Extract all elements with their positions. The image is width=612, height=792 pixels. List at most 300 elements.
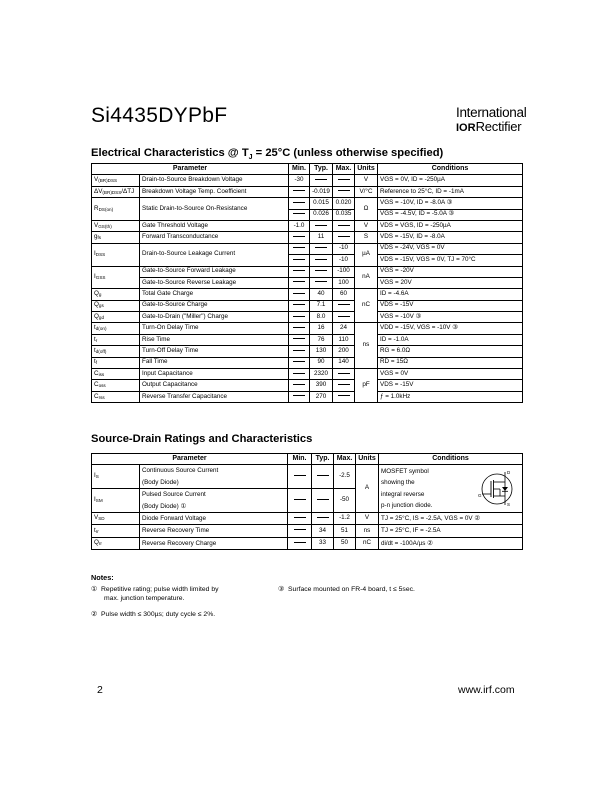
symbol-sub: GSS <box>95 274 106 280</box>
dash-mark <box>338 225 350 226</box>
max-cell: 110 <box>333 334 355 345</box>
max-cell <box>333 175 355 186</box>
dash-mark <box>315 270 327 271</box>
dash-mark <box>317 517 329 518</box>
symbol-cell <box>92 357 140 368</box>
min-cell <box>288 489 312 513</box>
table-row <box>92 198 523 209</box>
parameter-cell: Gate-to-Source Reverse Leakage <box>140 277 289 288</box>
max-cell: 0.035 <box>333 209 355 220</box>
symbol-main: I <box>94 472 96 480</box>
max-cell <box>333 220 355 231</box>
symbol-sub: gd <box>98 314 105 320</box>
parameter-cell <box>140 513 288 525</box>
table-row <box>92 289 523 300</box>
min-cell <box>289 391 310 402</box>
min-cell <box>289 186 310 197</box>
table-row <box>92 357 523 368</box>
mosfet-label-d: D <box>507 470 511 475</box>
parameter-cell: Drain-to-Source Breakdown Voltage <box>140 175 289 186</box>
parameter-cell: Turn-On Delay Time <box>140 323 289 334</box>
notes-title: Notes: <box>91 573 114 582</box>
dash-mark <box>293 202 305 203</box>
col-min: Min. <box>289 164 310 175</box>
conditions-cell: VDS = -15V, ID = -8.0A <box>378 232 523 243</box>
parameter-line: (Body Diode) ① <box>142 502 187 510</box>
max-cell: -50 <box>334 489 356 513</box>
dash-mark <box>315 281 327 282</box>
typ-cell <box>312 465 334 489</box>
table-row <box>92 513 523 525</box>
conditions-cell <box>379 513 523 525</box>
typ-cell: 0.015 <box>310 198 333 209</box>
conditions-cell: VGS = 20V <box>378 277 523 288</box>
symbol-cell <box>92 489 140 513</box>
max-cell <box>333 312 355 323</box>
symbol-sub: g <box>98 292 102 298</box>
symbol-main: Q <box>94 539 99 547</box>
dash-mark <box>315 247 327 248</box>
conditions-cell: Reference to 25°C, ID = -1mA <box>378 186 523 197</box>
symbol-main: C <box>94 369 99 377</box>
parameter-line: Continuous Source Current <box>142 467 219 475</box>
min-cell <box>289 277 310 288</box>
parameter-cell: Reverse Transfer Capacitance <box>140 391 289 402</box>
min-cell <box>289 198 310 209</box>
max-cell <box>333 380 355 391</box>
conditions-cell: VGS = 0V <box>378 369 523 380</box>
min-cell <box>288 537 312 549</box>
conditions-cell: VDS = -24V, VGS = 0V <box>378 243 523 254</box>
typ-cell: 33 <box>312 537 334 549</box>
symbol-main: Q <box>94 290 99 298</box>
symbol-sub: (BR)DSS <box>98 178 118 184</box>
mosfet-label-s: S <box>507 502 511 507</box>
dash-mark <box>338 316 350 317</box>
symbol-sub: iss <box>98 371 105 377</box>
conditions-line: MOSFET symbol <box>381 467 429 475</box>
symbol-cell <box>92 380 140 391</box>
symbol-main: Q <box>94 301 99 309</box>
symbol-main: Q <box>94 312 99 320</box>
conditions-line: showing the <box>381 479 415 487</box>
parameter-cell: Rise Time <box>140 334 289 345</box>
footer-url[interactable]: www.irf.com <box>458 684 515 696</box>
table-row <box>92 489 523 513</box>
units-cell: µA <box>355 243 378 266</box>
conditions-cell: RD = 15Ω <box>378 357 523 368</box>
symbol-tail: /ΔTJ <box>121 187 135 195</box>
table-header-row <box>92 454 523 465</box>
dash-mark <box>315 225 327 226</box>
symbol-cell <box>92 391 140 402</box>
dash-mark <box>293 293 305 294</box>
parameter-cell: Input Capacitance <box>140 369 289 380</box>
conditions-line: integral reverse <box>381 490 425 498</box>
conditions-line: TJ = 25°C, IF = -2.5A <box>381 527 441 535</box>
dash-mark <box>317 499 329 500</box>
conditions-cell: VDD = -15V, VGS = -10V ③ <box>378 323 523 334</box>
parameter-cell <box>140 537 288 549</box>
col-min: Min. <box>288 454 312 465</box>
typ-cell <box>312 513 334 525</box>
symbol-sub: gs <box>98 303 104 309</box>
parameter-line: Reverse Recovery Time <box>142 527 210 535</box>
table-row <box>92 346 523 357</box>
min-cell <box>289 209 310 220</box>
symbol-sub: SD <box>98 516 105 522</box>
parameter-line: Pulsed Source Current <box>142 491 206 499</box>
min-cell <box>289 255 310 266</box>
symbol-cell <box>92 220 140 231</box>
typ-cell <box>310 255 333 266</box>
min-cell <box>289 357 310 368</box>
typ-cell: 90 <box>310 357 333 368</box>
dash-mark <box>293 270 305 271</box>
max-cell: 200 <box>333 346 355 357</box>
symbol-sub: S <box>95 474 99 480</box>
typ-cell: 270 <box>310 391 333 402</box>
typ-cell: 8.0 <box>310 312 333 323</box>
symbol-main: V <box>94 514 99 522</box>
conditions-cell <box>379 525 523 537</box>
dash-mark <box>317 475 329 476</box>
max-cell: 24 <box>333 323 355 334</box>
col-max: Max. <box>333 164 355 175</box>
conditions-cell: VDS = -15V, VGS = 0V, TJ = 70°C <box>378 255 523 266</box>
symbol-cell <box>92 312 140 323</box>
symbol-cell <box>92 300 140 311</box>
units-cell: V <box>355 220 378 231</box>
dash-mark <box>294 499 306 500</box>
symbol-sub: f <box>95 360 98 366</box>
dash-mark <box>293 361 305 362</box>
max-cell <box>333 232 355 243</box>
min-cell <box>288 513 312 525</box>
typ-cell: 7.1 <box>310 300 333 311</box>
min-cell <box>288 525 312 537</box>
col-typ: Typ. <box>312 454 334 465</box>
units-cell: ns <box>356 525 379 537</box>
symbol-main: C <box>94 392 99 400</box>
symbol-main: V <box>94 176 99 184</box>
table-row <box>92 369 523 380</box>
dash-mark <box>338 384 350 385</box>
typ-cell: 76 <box>310 334 333 345</box>
dash-mark <box>293 327 305 328</box>
conditions-cell: ƒ = 1.0kHz <box>378 391 523 402</box>
parameter-line: Reverse Recovery Charge <box>142 539 217 547</box>
symbol-main: V <box>94 221 99 229</box>
max-cell <box>333 186 355 197</box>
symbol-sub: GS(th) <box>98 223 112 229</box>
min-cell: -30 <box>289 175 310 186</box>
table-row <box>92 232 523 243</box>
conditions-cell: VGS = -10V, ID = -8.0A ③ <box>378 198 523 209</box>
conditions-cell: VGS = -4.5V, ID = -5.0A ③ <box>378 209 523 220</box>
table-row <box>92 312 523 323</box>
dash-mark <box>294 542 306 543</box>
conditions-cell: VDS = VGS, ID = -250µA <box>378 220 523 231</box>
dash-mark <box>294 529 306 530</box>
col-max: Max. <box>334 454 356 465</box>
max-cell: -100 <box>333 266 355 277</box>
max-cell: -10 <box>333 243 355 254</box>
table-row <box>92 300 523 311</box>
min-cell <box>289 289 310 300</box>
typ-cell <box>310 266 333 277</box>
note-3: ③ Surface mounted on FR-4 board, t ≤ 5sec. <box>278 586 415 593</box>
conditions-cell: VDS = -15V <box>378 380 523 391</box>
parameter-cell: Static Drain-to-Source On-Resistance <box>140 198 289 221</box>
conditions-line: p-n junction diode. <box>381 502 433 510</box>
symbol-cell <box>92 289 140 300</box>
dash-mark <box>294 475 306 476</box>
dash-mark <box>293 384 305 385</box>
symbol-main: t <box>94 346 96 354</box>
table-row <box>92 525 523 537</box>
min-cell <box>289 334 310 345</box>
parameter-cell <box>140 465 288 489</box>
min-cell <box>289 266 310 277</box>
parameter-cell: Turn-Off Delay Time <box>140 346 289 357</box>
dash-mark <box>293 259 305 260</box>
dash-mark <box>338 304 350 305</box>
dash-mark <box>293 281 305 282</box>
parameter-cell: Gate-to-Source Charge <box>140 300 289 311</box>
parameter-cell <box>140 489 288 513</box>
col-units: Units <box>355 164 378 175</box>
symbol-cell <box>92 346 140 357</box>
units-cell: nA <box>355 266 378 289</box>
company-logo <box>456 106 526 134</box>
table-row <box>92 277 523 288</box>
conditions-cell: VGS = -10V ③ <box>378 312 523 323</box>
symbol-cell <box>92 334 140 345</box>
symbol-cell <box>92 465 140 489</box>
parameter-cell: Fall Time <box>140 357 289 368</box>
dash-mark <box>293 190 305 191</box>
symbol-main: t <box>94 526 96 534</box>
parameter-cell: Forward Transconductance <box>140 232 289 243</box>
min-cell <box>289 323 310 334</box>
dash-mark <box>293 350 305 351</box>
symbol-sub: SM <box>95 498 103 504</box>
min-cell <box>289 312 310 323</box>
max-cell: -2.5 <box>334 465 356 489</box>
symbol-main: g <box>94 233 98 241</box>
symbol-main: t <box>94 358 96 366</box>
conditions-cell: ID = -4.6A <box>378 289 523 300</box>
symbol-sub: d(off) <box>95 348 107 354</box>
symbol-main: I <box>94 250 96 258</box>
symbol-cell <box>92 186 140 197</box>
units-cell: nC <box>356 537 379 549</box>
table-row <box>92 323 523 334</box>
symbol-cell <box>92 369 140 380</box>
conditions-cell: VGS = 0V, ID = -250µA <box>378 175 523 186</box>
parameter-cell: Gate Threshold Voltage <box>140 220 289 231</box>
dash-mark <box>293 213 305 214</box>
units-cell: V <box>355 175 378 186</box>
typ-cell: 2320 <box>310 369 333 380</box>
note-2: ② Pulse width ≤ 300µs; duty cycle ≤ 2%. <box>91 611 216 618</box>
symbol-cell <box>92 232 140 243</box>
units-cell: ns <box>355 323 378 369</box>
typ-cell: 16 <box>310 323 333 334</box>
dash-mark <box>338 236 350 237</box>
page-title: Si4435DYPbF <box>91 104 228 127</box>
dash-mark <box>338 190 350 191</box>
col-parameter: Parameter <box>92 454 288 465</box>
parameter-cell: Drain-to-Source Leakage Current <box>140 243 289 266</box>
parameter-line: (Body Diode) <box>142 478 179 486</box>
symbol-sub: rr <box>95 528 99 534</box>
symbol-main: I <box>94 272 96 280</box>
typ-cell: 130 <box>310 346 333 357</box>
typ-cell: 34 <box>312 525 334 537</box>
max-cell: -10 <box>333 255 355 266</box>
parameter-cell: Gate-to-Source Forward Leakage <box>140 266 289 277</box>
parameter-cell: Total Gate Charge <box>140 289 289 300</box>
typ-cell: -0.019 <box>310 186 333 197</box>
symbol-cell <box>92 537 140 549</box>
dash-mark <box>294 517 306 518</box>
symbol-cell <box>92 266 140 289</box>
typ-cell <box>312 489 334 513</box>
dash-mark <box>338 179 350 180</box>
typ-cell: 390 <box>310 380 333 391</box>
symbol-sub: DS(on) <box>98 206 114 212</box>
table-row <box>92 465 523 489</box>
logo-line2 <box>456 120 526 134</box>
col-units: Units <box>356 454 379 465</box>
symbol-main: C <box>94 381 99 389</box>
conditions-line: TJ = 25°C, IS = -2.5A, VGS = 0V ② <box>381 515 480 523</box>
table-row <box>92 243 523 254</box>
symbol-cell <box>92 198 140 221</box>
max-cell <box>333 369 355 380</box>
symbol-main: R <box>94 204 99 212</box>
source-drain-table <box>91 453 523 550</box>
dash-mark <box>315 259 327 260</box>
typ-cell <box>310 243 333 254</box>
table-row <box>92 334 523 345</box>
table-row <box>92 380 523 391</box>
logo-line1: International <box>456 105 527 120</box>
units-cell: S <box>355 232 378 243</box>
dash-mark <box>338 395 350 396</box>
typ-cell <box>310 220 333 231</box>
min-cell <box>289 243 310 254</box>
symbol-sub: rr <box>98 541 102 547</box>
parameter-cell: Gate-to-Drain ("Miller") Charge <box>140 312 289 323</box>
parameter-cell <box>140 525 288 537</box>
page-number: 2 <box>97 684 103 696</box>
conditions-cell <box>379 537 523 549</box>
typ-cell: 40 <box>310 289 333 300</box>
parameter-cell: Breakdown Voltage Temp. Coefficient <box>140 186 289 197</box>
symbol-cell <box>92 243 140 266</box>
dash-mark <box>293 395 305 396</box>
min-cell <box>289 346 310 357</box>
mosfet-label-g: G <box>478 493 482 498</box>
max-cell: 60 <box>333 289 355 300</box>
symbol-sub: rss <box>98 394 105 400</box>
units-cell: pF <box>355 369 378 403</box>
typ-cell: 0.026 <box>310 209 333 220</box>
dash-mark <box>293 247 305 248</box>
col-typ: Typ. <box>310 164 333 175</box>
dash-mark <box>338 373 350 374</box>
typ-cell <box>310 175 333 186</box>
parameter-line: Diode Forward Voltage <box>142 515 207 523</box>
symbol-main: t <box>94 335 96 343</box>
dash-mark <box>293 338 305 339</box>
min-cell <box>289 369 310 380</box>
conditions-line: di/dt = -100A/µs ② <box>381 539 433 547</box>
table-header-row <box>92 164 523 175</box>
symbol-main: ΔV <box>94 187 103 195</box>
source-drain-section-title: Source-Drain Ratings and Characteristics <box>91 433 313 445</box>
symbol-cell <box>92 513 140 525</box>
dash-mark <box>293 316 305 317</box>
max-cell: 50 <box>334 537 356 549</box>
symbol-cell <box>92 525 140 537</box>
dash-mark <box>293 236 305 237</box>
symbol-sub: d(on) <box>95 326 107 332</box>
col-conditions: Conditions <box>379 454 523 465</box>
conditions-cell: ID = -1.0A <box>378 334 523 345</box>
mosfet-symbol-icon <box>476 468 518 508</box>
note-1: ① Repetitive rating; pulse width limited by max. junction temperature. <box>91 586 219 602</box>
max-cell <box>333 391 355 402</box>
symbol-main: I <box>94 496 96 504</box>
table-row <box>92 391 523 402</box>
conditions-cell: VGS = -20V <box>378 266 523 277</box>
dash-mark <box>315 179 327 180</box>
units-cell: A <box>356 465 379 513</box>
electrical-section-title: Electrical Characteristics @ $T_J = 25^\circ C$ (unless otherwise specified) <box>91 147 444 162</box>
symbol-sub: r <box>95 337 98 343</box>
min-cell <box>288 465 312 489</box>
max-cell: -1.2 <box>334 513 356 525</box>
electrical-characteristics-table <box>91 163 523 403</box>
symbol-sub: fs <box>97 235 102 241</box>
table-row <box>92 186 523 197</box>
conditions-cell: RG = 6.0Ω <box>378 346 523 357</box>
symbol-main: t <box>94 324 96 332</box>
symbol-cell <box>92 323 140 334</box>
symbol-sub: DSS <box>95 252 106 258</box>
symbol-sub: oss <box>98 383 106 389</box>
col-parameter: Parameter <box>92 164 289 175</box>
units-cell: nC <box>355 289 378 323</box>
max-cell <box>333 300 355 311</box>
max-cell: 140 <box>333 357 355 368</box>
max-cell: 100 <box>333 277 355 288</box>
dash-mark <box>293 373 305 374</box>
min-cell: -1.0 <box>289 220 310 231</box>
symbol-cell <box>92 175 140 186</box>
units-cell: V <box>356 513 379 525</box>
min-cell <box>289 300 310 311</box>
min-cell <box>289 232 310 243</box>
table-row <box>92 537 523 549</box>
typ-cell <box>310 277 333 288</box>
max-cell: 0.020 <box>333 198 355 209</box>
conditions-cell: VDS = -15V <box>378 300 523 311</box>
